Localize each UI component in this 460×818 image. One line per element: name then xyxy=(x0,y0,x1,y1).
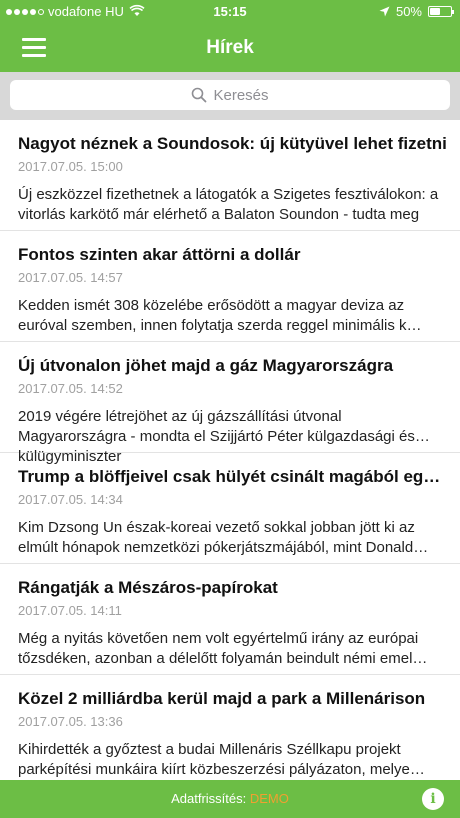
news-date: 2017.07.05. 14:11 xyxy=(18,603,122,618)
news-title: Közel 2 milliárdba kerül majd a park a Millenárison xyxy=(18,689,426,708)
news-summary: Kihirdették a győztest a budai Millenáris Széllkapu projekt parképítési munkáira kiírt közbeszerzési pályázaton, melye… xyxy=(18,741,425,778)
news-item[interactable] xyxy=(0,231,460,342)
news-date: 2017.07.05. 14:52 xyxy=(18,381,123,396)
location-arrow-icon xyxy=(379,6,390,17)
news-item[interactable] xyxy=(0,120,460,231)
footer-bar xyxy=(0,780,460,818)
battery-percent: 50% xyxy=(395,4,422,19)
news-date: 2017.07.05. 13:36 xyxy=(18,714,123,729)
news-summary: Kim Dzsong Un észak-koreai vezető sokkal jobban jött ki az elmúlt hónapok nemzetközi pókerjátszmájából, mint Donald… xyxy=(18,519,429,556)
news-title: Új útvonalon jöhet majd a gáz Magyarországra xyxy=(18,356,394,375)
battery-icon xyxy=(428,6,452,17)
news-summary: 2019 végére létrejöhet az új gázszállítási útvonal Magyarországra - mondta el Szijjártó Péter külgazdasági és külügyminiszter xyxy=(18,408,415,465)
news-date: 2017.07.05. 15:00 xyxy=(18,159,123,174)
carrier-label: vodafone HU xyxy=(48,4,124,19)
search-placeholder: Keresés xyxy=(213,86,269,104)
search-input[interactable] xyxy=(10,80,450,110)
news-item[interactable] xyxy=(0,675,460,786)
status-time: 15:15 xyxy=(213,4,247,19)
refresh-value: DEMO xyxy=(249,791,289,806)
news-item[interactable] xyxy=(0,453,460,564)
news-date: 2017.07.05. 14:57 xyxy=(18,270,123,285)
news-title: Trump a blöffjeivel csak hülyét csinált magából eg… xyxy=(18,467,441,486)
news-title: Fontos szinten akar áttörni a dollár xyxy=(18,245,301,264)
battery-level xyxy=(430,8,440,15)
info-icon[interactable]: i xyxy=(422,788,444,810)
news-title: Rángatják a Mészáros-papírokat xyxy=(18,578,278,597)
app-header xyxy=(0,0,460,72)
search-icon xyxy=(191,87,207,103)
news-item[interactable] xyxy=(0,564,460,675)
news-list xyxy=(0,120,460,780)
news-summary: Még a nyitás követően nem volt egyértelmű irány az európai tőzsdéken, azonban a délelőtt folyamán beindult némi emel… xyxy=(18,630,428,667)
news-summary: Kedden ismét 308 közelébe erősödött a magyar deviza az euróval szemben, innen folytatja szerda reggel minimális k… xyxy=(18,297,422,334)
page-title: Hírek xyxy=(206,37,254,58)
news-item[interactable] xyxy=(0,342,460,465)
status-bar xyxy=(0,0,460,24)
news-summary: Új eszközzel fizethetnek a látogatók a Szigetes fesztiválokon: a vitorlás karkötő már elérhető a Balaton Soundon - tudta meg xyxy=(18,186,439,223)
status-right xyxy=(379,4,452,19)
news-title: Nagyot néznek a Soundosok: új kütyüvel lehet fizetni xyxy=(18,134,447,153)
data-refresh-status xyxy=(0,791,460,806)
refresh-label: Adatfrissítés: xyxy=(171,791,247,806)
news-date: 2017.07.05. 14:34 xyxy=(18,492,123,507)
